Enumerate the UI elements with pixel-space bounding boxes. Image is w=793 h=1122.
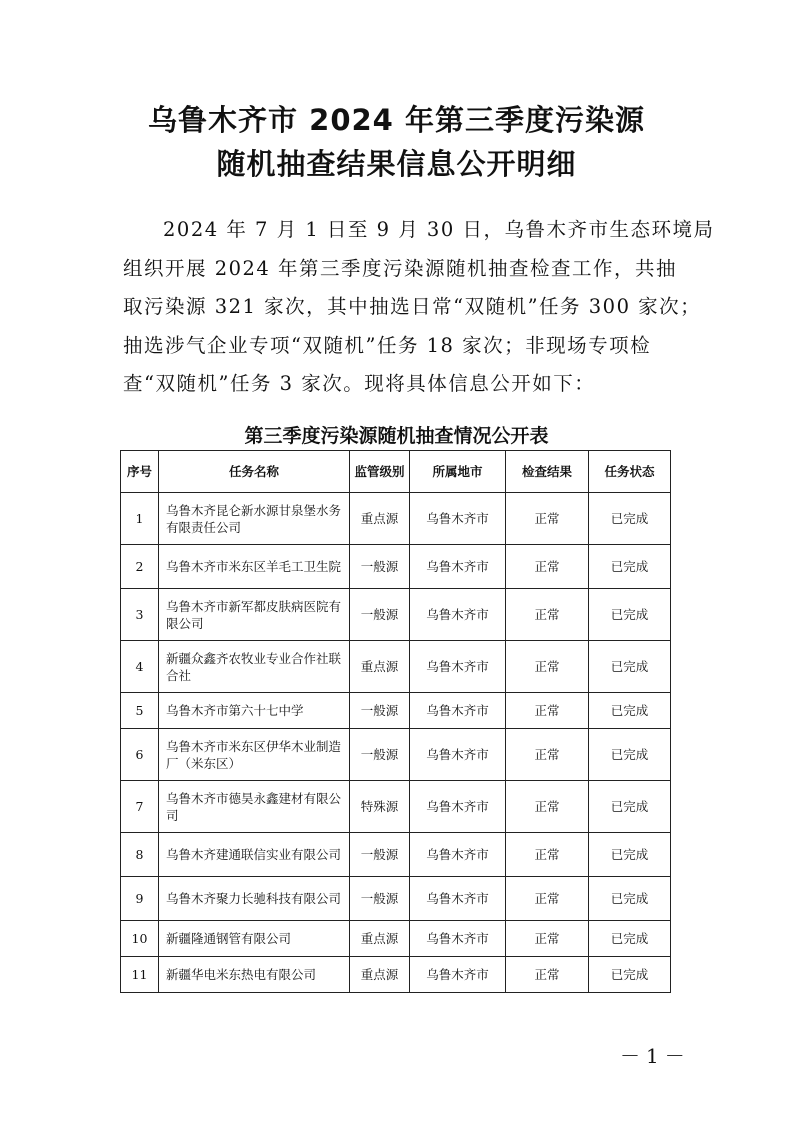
table-row — [121, 781, 671, 833]
cell-task-name: 新疆华电米东热电有限公司 — [159, 957, 350, 993]
cell-level: 一般源 — [350, 589, 410, 641]
cell-city: 乌鲁木齐市 — [410, 833, 506, 877]
cell-city: 乌鲁木齐市 — [410, 729, 506, 781]
cell-task-name: 新疆隆通钢管有限公司 — [159, 921, 350, 957]
cell-city: 乌鲁木齐市 — [410, 693, 506, 729]
table-header-row — [121, 451, 671, 493]
cell-task-name: 新疆众鑫齐农牧业专业合作社联合社 — [159, 641, 350, 693]
header-status: 任务状态 — [589, 451, 671, 493]
cell-seq: 9 — [121, 877, 159, 921]
cell-status: 已完成 — [589, 877, 671, 921]
cell-task-name: 乌鲁木齐市第六十七中学 — [159, 693, 350, 729]
cell-level: 重点源 — [350, 493, 410, 545]
cell-level: 重点源 — [350, 957, 410, 993]
table-row — [121, 921, 671, 957]
cell-task-name: 乌鲁木齐市新军都皮肤病医院有限公司 — [159, 589, 350, 641]
cell-status: 已完成 — [589, 957, 671, 993]
table-row — [121, 877, 671, 921]
cell-level: 重点源 — [350, 641, 410, 693]
table-row — [121, 729, 671, 781]
table-row — [121, 641, 671, 693]
cell-result: 正常 — [506, 545, 589, 589]
table-body — [121, 493, 671, 993]
intro-paragraph — [123, 211, 715, 404]
cell-result: 正常 — [506, 693, 589, 729]
cell-result: 正常 — [506, 957, 589, 993]
cell-level: 一般源 — [350, 877, 410, 921]
cell-status: 已完成 — [589, 833, 671, 877]
cell-task-name: 乌鲁木齐市米东区伊华木业制造厂（米东区） — [159, 729, 350, 781]
cell-result: 正常 — [506, 589, 589, 641]
cell-city: 乌鲁木齐市 — [410, 781, 506, 833]
cell-seq: 8 — [121, 833, 159, 877]
table-row — [121, 493, 671, 545]
cell-status: 已完成 — [589, 693, 671, 729]
cell-seq: 7 — [121, 781, 159, 833]
cell-status: 已完成 — [589, 921, 671, 957]
cell-level: 一般源 — [350, 545, 410, 589]
paragraph-line: 抽选涉气企业专项“双随机”任务 18 家次；非现场专项检 — [123, 333, 652, 357]
cell-result: 正常 — [506, 641, 589, 693]
cell-city: 乌鲁木齐市 — [410, 545, 506, 589]
table-row — [121, 833, 671, 877]
cell-seq: 3 — [121, 589, 159, 641]
cell-status: 已完成 — [589, 641, 671, 693]
cell-result: 正常 — [506, 833, 589, 877]
header-result: 检查结果 — [506, 451, 589, 493]
title-line-2: 随机抽查结果信息公开明细 — [216, 147, 577, 181]
cell-city: 乌鲁木齐市 — [410, 493, 506, 545]
cell-task-name: 乌鲁木齐聚力长驰科技有限公司 — [159, 877, 350, 921]
cell-seq: 11 — [121, 957, 159, 993]
header-task-name: 任务名称 — [159, 451, 350, 493]
cell-seq: 1 — [121, 493, 159, 545]
cell-seq: 2 — [121, 545, 159, 589]
cell-status: 已完成 — [589, 545, 671, 589]
inspection-table — [120, 450, 671, 993]
paragraph-line: 2024 年 7 月 1 日至 9 月 30 日，乌鲁木齐市生态环境局 — [163, 218, 715, 241]
table-title: 第三季度污染源随机抽查情况公开表 — [244, 425, 549, 447]
paragraph-line: 查“双随机”任务 3 家次。现将具体信息公开如下： — [123, 372, 596, 395]
cell-seq: 10 — [121, 921, 159, 957]
cell-level: 重点源 — [350, 921, 410, 957]
cell-city: 乌鲁木齐市 — [410, 589, 506, 641]
cell-result: 正常 — [506, 877, 589, 921]
table-row — [121, 545, 671, 589]
cell-result: 正常 — [506, 729, 589, 781]
cell-status: 已完成 — [589, 589, 671, 641]
table-row — [121, 589, 671, 641]
cell-level: 特殊源 — [350, 781, 410, 833]
cell-level: 一般源 — [350, 729, 410, 781]
cell-level: 一般源 — [350, 833, 410, 877]
cell-seq: 5 — [121, 693, 159, 729]
cell-city: 乌鲁木齐市 — [410, 921, 506, 957]
cell-level: 一般源 — [350, 693, 410, 729]
page-number: －1－ — [620, 1044, 691, 1068]
cell-seq: 6 — [121, 729, 159, 781]
cell-task-name: 乌鲁木齐市米东区羊毛工卫生院 — [159, 545, 350, 589]
cell-result: 正常 — [506, 493, 589, 545]
cell-status: 已完成 — [589, 729, 671, 781]
header-city: 所属地市 — [410, 451, 506, 493]
cell-city: 乌鲁木齐市 — [410, 957, 506, 993]
paragraph-line: 组织开展 2024 年第三季度污染源随机抽查检查工作，共抽 — [123, 256, 678, 280]
cell-result: 正常 — [506, 781, 589, 833]
header-level: 监管级别 — [350, 451, 410, 493]
header-seq: 序号 — [121, 451, 159, 493]
paragraph-line: 取污染源 321 家次，其中抽选日常“双随机”任务 300 家次； — [123, 295, 702, 318]
cell-status: 已完成 — [589, 781, 671, 833]
cell-result: 正常 — [506, 921, 589, 957]
table-row — [121, 693, 671, 729]
cell-city: 乌鲁木齐市 — [410, 877, 506, 921]
cell-task-name: 乌鲁木齐建通联信实业有限公司 — [159, 833, 350, 877]
cell-status: 已完成 — [589, 493, 671, 545]
cell-seq: 4 — [121, 641, 159, 693]
cell-city: 乌鲁木齐市 — [410, 641, 506, 693]
table-row — [121, 957, 671, 993]
cell-task-name: 乌鲁木齐昆仑新水源甘泉堡水务有限责任公司 — [159, 493, 350, 545]
document-title — [0, 98, 793, 186]
title-line-1: 乌鲁木齐市 2024 年第三季度污染源 — [148, 103, 645, 137]
cell-task-name: 乌鲁木齐市德昊永鑫建材有限公司 — [159, 781, 350, 833]
